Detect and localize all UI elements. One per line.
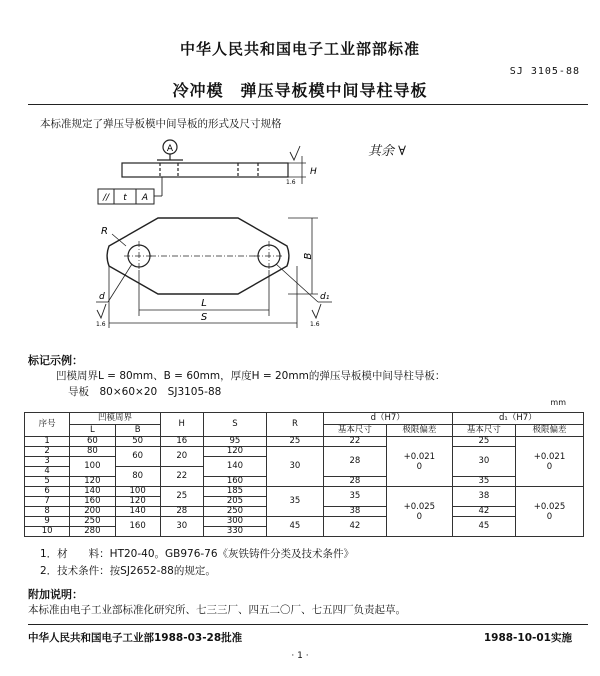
standard-title: 冷冲模 弹压导板模中间导柱导板 [172,81,428,100]
table-row: 10 280 330 [25,527,584,537]
surface-finish-note: 其余 ∀ [368,144,406,159]
marking-line-2: 导板 80×60×20 SJ3105-88 [68,386,222,398]
hole-d1-label: d₁ [320,292,330,302]
col-d-basic: 基本尺寸 [323,425,386,437]
table-row: 8 200 140 28 250 38 42 [25,507,584,517]
page-number: · 1 · [291,651,309,661]
footer-rule [28,624,588,625]
datum-label: A [166,144,174,154]
table-row: 2 80 60 20 120 30 28 30 [25,447,584,457]
col-d: d（H7） [323,413,452,425]
effective-date: 1988-10-01实施 [483,632,572,644]
col-perimeter: 凹模周界 [70,413,161,425]
tol-ref: A [141,193,149,203]
col-L: L [70,425,115,437]
table-row: 7 160 120 205 [25,497,584,507]
col-B: B [115,425,160,437]
side-view-plate [122,163,288,177]
header-rule [28,104,588,105]
technical-drawing [0,130,600,340]
height-label: H [310,167,317,177]
intro-text: 本标准规定了弹压导板模中间导板的形式及尺寸规格 [40,118,282,130]
table-row: 1 60 50 16 95 25 22 +0.021 0 25 +0.021 0 [25,437,584,447]
unit-label: mm [550,398,566,407]
finish-d: 1.6 [96,321,106,328]
col-H: H [160,413,203,437]
approval-date: 中华人民共和国电子工业部1988-03-28批准 [28,632,243,644]
standard-org: 中华人民共和国电子工业部部标准 [179,40,420,58]
hole-d-label: d [99,292,105,302]
note-material: 1．材 料：HT20-40。GB976-76《灰铁铸件分类及技术条件》 [40,548,355,560]
appendix-label: 附加说明： [28,588,83,601]
standard-code: SJ 3105-88 [509,66,580,77]
tol-t: t [123,193,127,203]
col-d1-basic: 基本尺寸 [452,425,515,437]
col-d-dev: 极限偏差 [387,425,453,437]
note-tech: 2．技术条件：按SJ2652-88的规定。 [40,565,216,577]
table-row: 3 100 140 [25,457,584,467]
marking-line-1: 凹模周界L = 80mm、B = 60mm，厚度H = 20mm的弹压导板模中间导柱导板： [56,370,446,382]
table-row: 4 80 22 [25,467,584,477]
radius-label: R [101,226,108,237]
table-row: 5 120 160 28 35 [25,477,584,487]
finish-d1: 1.6 [310,321,320,328]
col-S: S [203,413,266,437]
width-label: B [303,252,314,260]
marking-label: 标记示例： [28,354,83,367]
table-row: 9 250 160 30 300 45 42 45 [25,517,584,527]
finish-top: 1.6 [286,179,296,186]
col-d1: d₁（H7） [452,413,583,425]
col-seq: 序号 [25,413,70,437]
col-R: R [267,413,324,437]
tol-parallel: // [102,193,110,203]
spec-table [24,412,584,537]
length-label: L [201,298,207,309]
table-row: 6 140 100 25 185 35 35 +0.025 0 38 +0.025 0 [25,487,584,497]
appendix-text: 本标准由电子工业部标准化研究所、七三三厂、四五二〇厂、七五四厂负责起草。 [28,604,406,616]
span-label: S [200,312,208,323]
col-d1-dev: 极限偏差 [516,425,584,437]
